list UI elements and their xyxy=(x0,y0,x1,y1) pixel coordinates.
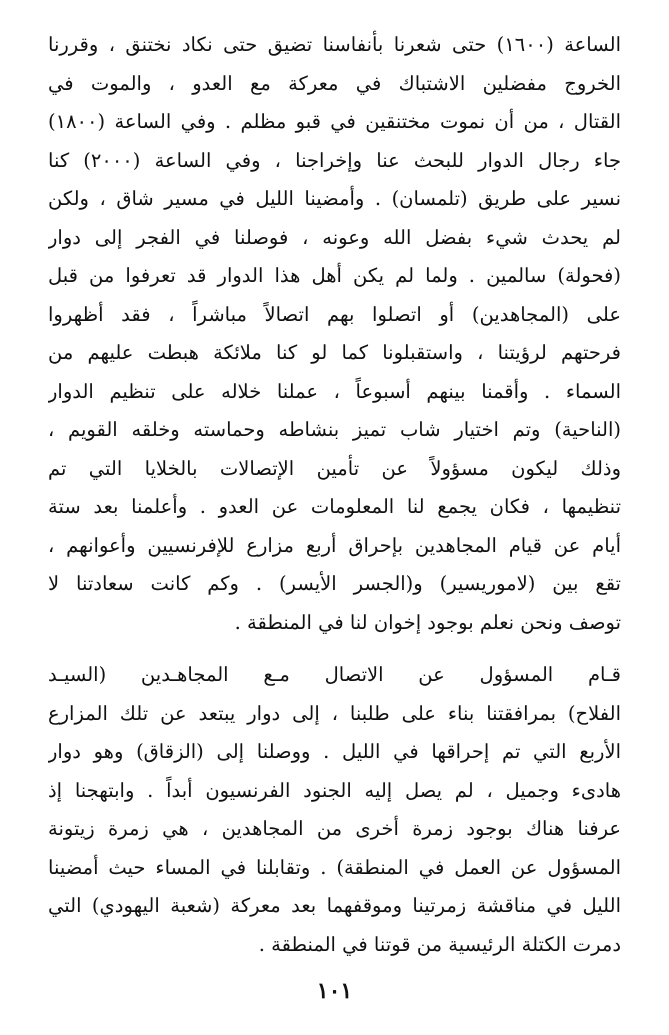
text-line: الأربع التي تم إحراقها في الليل . ووصلنا إلى (الزقاق) وهو دوار xyxy=(48,740,621,763)
text-line: وذلك ليكون مسؤولاً عن تأمين الإتصالات بالخلايا التي تم xyxy=(48,456,621,480)
text-line: (الناحية) وتم اختيار شاب تميز بنشاطه وحماسته وخلقه القويم ، xyxy=(48,418,621,441)
text-line: فرحتهم لرؤيتنا ، واستقبلونا كما لو كنا ملائكة هبطت عليهم من xyxy=(48,341,621,364)
page-number: ١٠١ xyxy=(316,978,353,1004)
text-line: (فحولة) سالمين . ولما لم يكن أهل هذا الدوار قد تعرفوا من قبل xyxy=(48,264,621,287)
text-line: عرفنا هناك بوجود زمرة أخرى من المجاهدين ، هي زمرة زيتونة xyxy=(48,817,621,840)
paragraph-1 xyxy=(48,26,621,642)
text-line: القتال ، من أن نموت مختنقين في قبو مظلم . وفي الساعة (١٨٠٠) xyxy=(48,110,621,133)
paragraph-2 xyxy=(48,656,621,964)
text-line: قـام المسؤول عن الاتصال مـع المجاهـدين (السيـد xyxy=(48,663,621,686)
text-line: السماء . وأقمنا بينهم أسبوعاً ، عملنا خلاله على تنظيم الدوار xyxy=(48,379,621,403)
text-line: أيام عن قيام المجاهدين بإحراق أربع مزارع للإفرنسيين وأعوانهم ، xyxy=(48,533,621,557)
text-line: الساعة (١٦٠٠) حتى شعرنا بأنفاسنا تضيق حتى نكاد نختنق ، وقررنا xyxy=(48,33,621,56)
text-line: نسير على طريق (تلمسان) . وأمضينا الليل في مسير شاق ، ولكن xyxy=(48,187,621,210)
page-body xyxy=(48,26,621,964)
text-line: تنظيمها ، فكان يجمع لنا المعلومات عن العدو . وأعلمنا بعد ستة xyxy=(48,495,621,518)
text-line: الفلاح) بمرافقتنا بناء على طلبنا ، إلى دوار يبتعد عن تلك المزارع xyxy=(48,701,621,725)
text-line: لم يحدث شيء بفضل الله وعونه ، فوصلنا في الفجر إلى دوار xyxy=(48,225,621,249)
text-line: دمرت الكتلة الرئيسية من قوتنا في المنطقة . xyxy=(258,932,621,956)
text-line: المسؤول عن العمل في المنطقة) . وتقابلنا في المساء حيث أمضينا xyxy=(48,855,621,879)
text-line: جاء رجال الدوار للبحث عنا وإخراجنا ، وفي الساعة (٢٠٠٠) كنا xyxy=(48,148,621,172)
text-line: على (المجاهدين) أو اتصلوا بهم اتصالاً مباشراً ، فقد أظهروا xyxy=(48,302,621,326)
text-line: الليل في مناقشة زمرتينا وموقفهما بعد معركة (شعبة اليهودي) التي xyxy=(48,894,621,917)
text-line: توصف ونحن نعلم بوجود إخوان لنا في المنطقة . xyxy=(234,610,621,634)
text-line: تقع بين (لاموريسير) و(الجسر الأيسر) . وكم كانت سعادتنا لا xyxy=(48,572,621,595)
paragraph-spacer xyxy=(48,642,621,656)
text-line: هادىء وجميل ، لم يصل إليه الجنود الفرنسيون أبداً . وابتهجنا إذ xyxy=(48,778,621,802)
text-line: الخروج مفضلين الاشتباك في معركة مع العدو ، والموت في xyxy=(48,71,621,95)
